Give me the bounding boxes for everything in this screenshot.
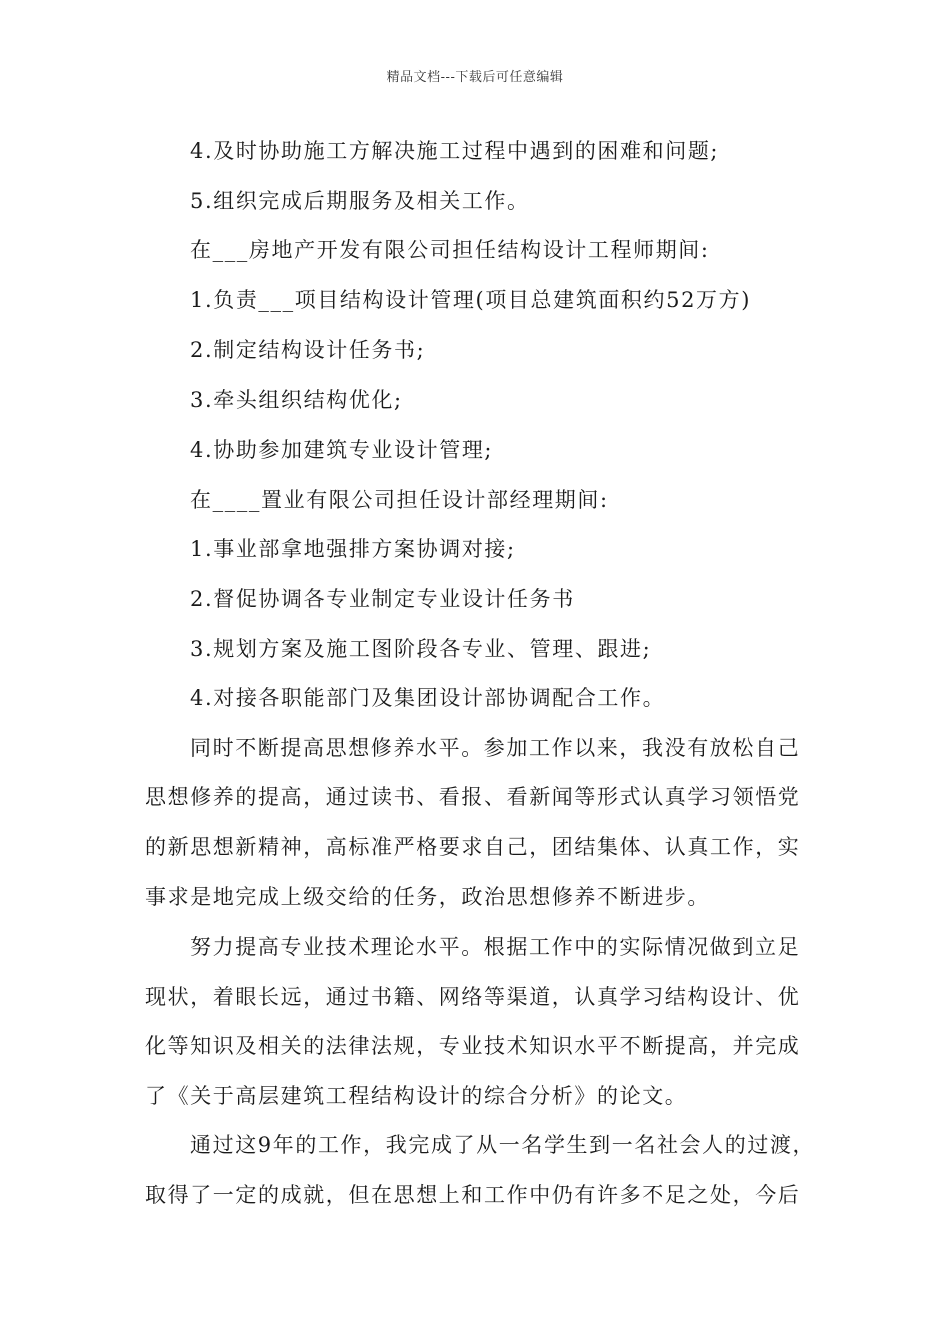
paragraph-line: 化等知识及相关的法律法规，专业技术知识水平不断提高，并完成 [145,1034,801,1058]
list-item: 3.规划方案及施工图阶段各专业、管理、跟进; [190,637,652,661]
paragraph-line: 事求是地完成上级交给的任务，政治思想修养不断进步。 [145,885,710,909]
section-heading: 在___房地产开发有限公司担任结构设计工程师期间: [190,238,710,262]
paragraph-line: 现状，着眼长远，通过书籍、网络等渠道，认真学习结构设计、优 [145,985,801,1009]
list-item: 3.牵头组织结构优化; [190,388,403,412]
page-header: 精品文档---下载后可任意编辑 [386,70,564,85]
paragraph-line: 努力提高专业技术理论水平。根据工作中的实际情况做到立足 [190,935,801,959]
section-heading: 在____置业有限公司担任设计部经理期间: [190,488,609,512]
paragraph-line: 的新思想新精神，高标准严格要求自己，团结集体、认真工作，实 [145,835,801,859]
list-item: 2.制定结构设计任务书; [190,338,426,362]
list-item: 4.协助参加建筑专业设计管理; [190,438,494,462]
list-item: 4.对接各职能部门及集团设计部协调配合工作。 [190,686,666,710]
paragraph-line: 思想修养的提高，通过读书、看报、看新闻等形式认真学习领悟党 [145,785,801,809]
paragraph-line: 通过这9年的工作，我完成了从一名学生到一名社会人的过渡， [190,1133,816,1157]
list-item: 2.督促协调各专业制定专业设计任务书 [190,587,575,611]
list-item: 1.事业部拿地强排方案协调对接; [190,537,516,561]
paragraph-line: 了《关于高层建筑工程结构设计的综合分析》的论文。 [145,1084,688,1108]
list-item: 4.及时协助施工方解决施工过程中遇到的困难和问题; [190,139,720,163]
list-item: 1.负责___项目结构设计管理(项目总建筑面积约52万方) [190,288,752,312]
paragraph-line: 取得了一定的成就，但在思想上和工作中仍有许多不足之处，今后 [145,1183,801,1207]
list-item: 5.组织完成后期服务及相关工作。 [190,189,530,213]
paragraph-line: 同时不断提高思想修养水平。参加工作以来，我没有放松自己 [190,736,801,760]
